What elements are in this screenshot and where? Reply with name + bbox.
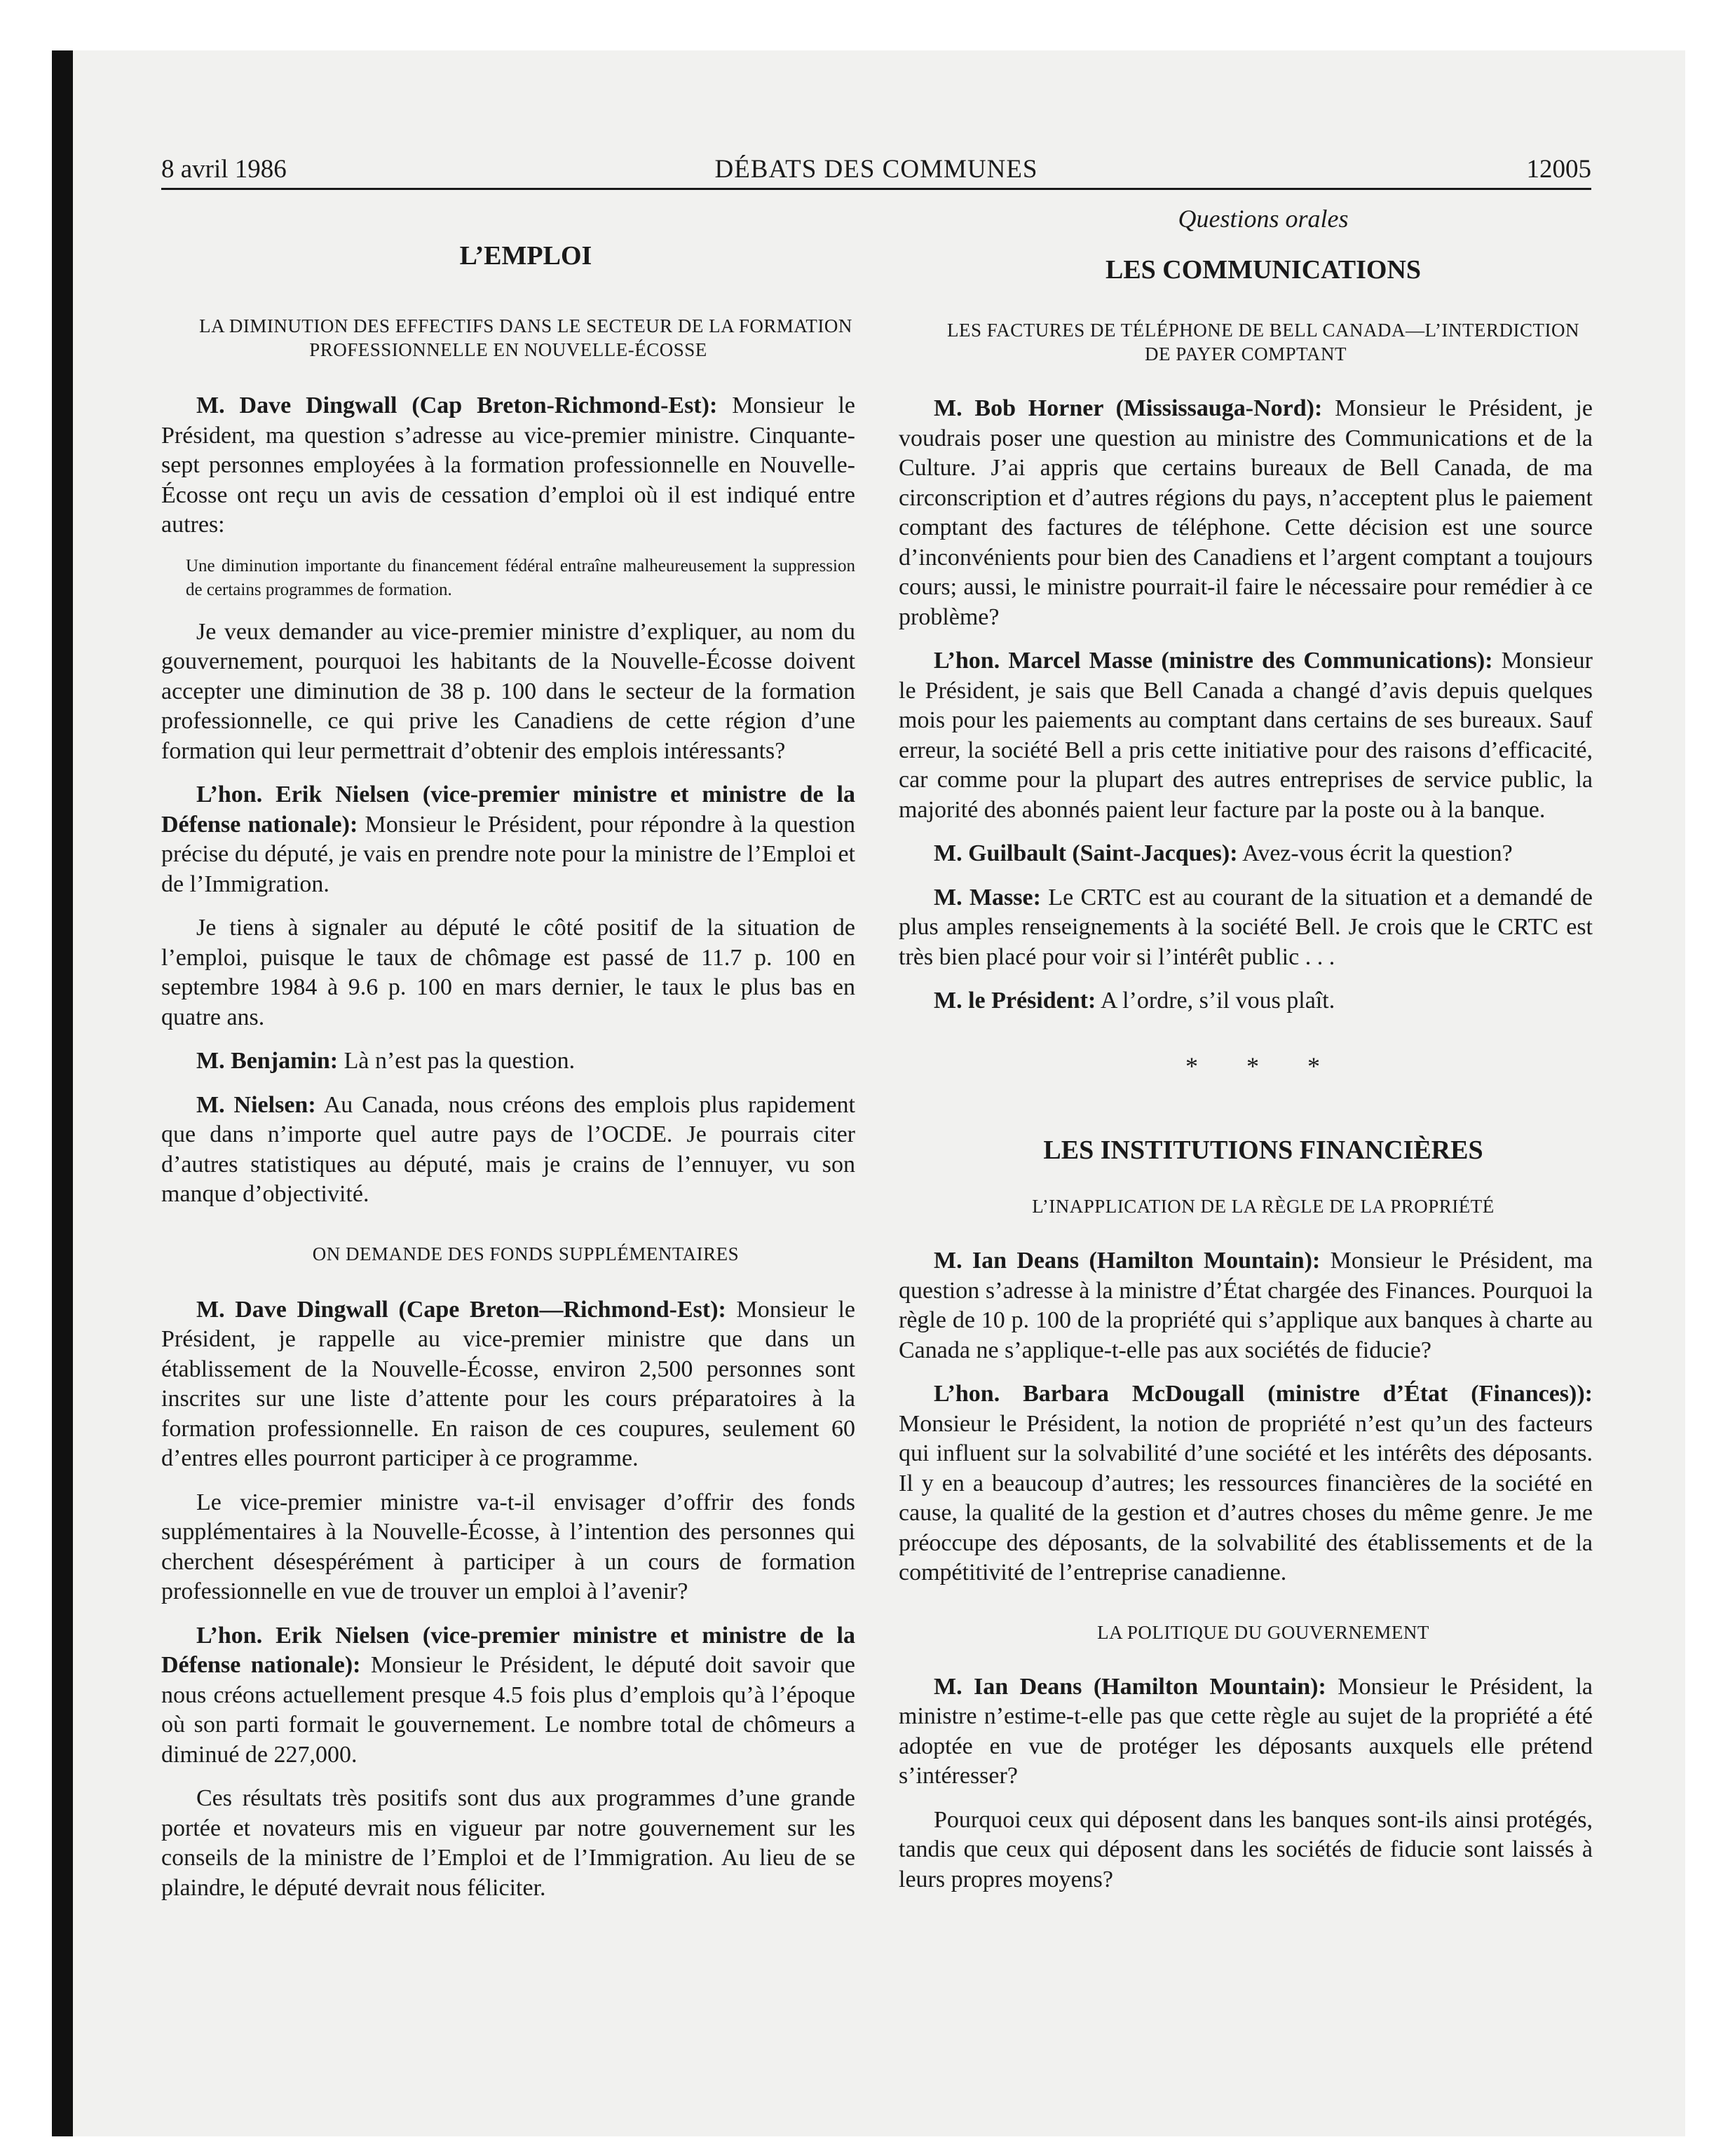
speaker-name: M. Ian Deans (Hamilton Mountain): (934, 1248, 1321, 1274)
paragraph (899, 986, 1593, 1016)
paragraph (161, 1046, 855, 1077)
paragraph: Je tiens à signaler au député le côté positif de la situation de l’emploi, puisque le taux de chômage est passé de 11.7 p. 100 en septembre 1984 à 9.6 p. 100 en mars dernier, le taux le plus bas en quatre ans. (161, 915, 855, 1030)
paragraph (161, 391, 855, 540)
paragraph: Je veux demander au vice-premier ministre d’expliquer, au nom du gouvernement, pourquoi les habitants de la Nouvelle-Écosse doivent accepter une diminution de 38 p. 100 dans le secteur de la formation professionnelle, ce qui prive les Canadiens de cette région d’une formation qui leur permettrait d’obtenir des emplois intéressants? (161, 618, 855, 764)
header-page-number: 12005 (1526, 155, 1591, 184)
paragraph (899, 839, 1593, 869)
paragraph (161, 780, 855, 899)
speech-text: Monsieur le Président, le député doit savoir que nous créons actuellement presque 4.5 fois plus d’emplois qu’à l’époque où son parti formait le gouvernement. Le nombre total de chômeurs a diminué de 227,000. (161, 1652, 855, 1768)
paragraph: Le vice-premier ministre va-t-il envisager d’offrir des fonds supplémentaires à la Nouvelle-Écosse, à l’intention des personnes qui cherchent désespérément à participer à un cours de formation professionnelle en vue de trouver un emploi à l’avenir? (161, 1489, 855, 1604)
speech-text: Monsieur le Président, la notion de propriété n’est qu’un des facteurs qui influent sur la solvabilité d’une société et les intérêts des déposants. Il y en a beaucoup d’autres; les ressources financières de la société en cause, la qualité de la gestion et d’autres choses du même genre. Je me préoccupe des déposants, de la solvabilité des établissements et de la compétitivité de l’entreprise canadienne. (899, 1410, 1593, 1585)
section-title-communications: LES COMMUNICATIONS (1105, 255, 1422, 285)
speaker-name: M. Dave Dingwall (Cape Breton—Richmond-Est): (196, 1296, 726, 1323)
header-rule (161, 188, 1591, 190)
block-quote: Une diminution importante du financement fédéral entraîne malheureusement la suppression de certains programmes de formation. (186, 556, 855, 599)
paragraph (899, 1672, 1593, 1792)
subhead-politique: LA POLITIQUE DU GOUVERNEMENT (1097, 1621, 1429, 1643)
speech-text: Monsieur le Président, je sais que Bell Canada a changé d’avis depuis quelques mois pour les paiements au comptant dans certains de ses bureaux. Sauf erreur, la société Bell a pris cette initiative pour des raisons d’efficacité, car comme pour la plupart des autres entreprises de service public, la majorité des abonnés paient leur facture par la poste ou à la banque. (899, 648, 1593, 823)
speech-text: Monsieur le Président, je voudrais poser une question au ministre des Communications et de la Culture. J’ai appris que certains bureaux de Bell Canada, de ma circonscription et d’autres régions du pays, n’acceptent plus le paiement comptant des factures de téléphone. Cette décision est une source d’inconvénients pour bien des Canadiens et l’argent comptant a toujours cours; aussi, le ministre pourrait-il faire le nécessaire pour remédier à ce problème? (899, 395, 1593, 630)
speech-text: Là n’est pas la question. (338, 1048, 576, 1074)
paragraph (899, 1246, 1593, 1365)
speaker-name: M. Guilbault (Saint-Jacques): (934, 840, 1238, 866)
speaker-name: L’hon. Erik Nielsen (vice-premier ministre et ministre de la Défense nationale): (161, 782, 855, 838)
speaker-name: L’hon. Marcel Masse (ministre des Communications): (934, 648, 1493, 674)
paragraph: Pourquoi ceux qui déposent dans les banques sont-ils ainsi protégés, tandis que ceux qui déposent dans les sociétés de fiducie sont laissés à leurs propres moyens? (899, 1806, 1593, 1892)
speech-text: Monsieur le Président, ma question s’adresse au vice-premier ministre. Cinquante-sept personnes employées à la formation professionnelle en Nouvelle-Écosse ont reçu un avis de cessation d’emploi où il est indiqué entre autres: (161, 393, 855, 538)
speech-text: Monsieur le Président, je rappelle au vice-premier ministre que dans un établissement de la Nouvelle-Écosse, environ 2,500 personnes sont inscrites sur une liste d’attente pour les cours préparatoires à la formation professionnelle. En raison de ces coupures, seulement 60 d’entres elles pourront participer à ce programme. (161, 1296, 855, 1471)
speaker-name: M. Ian Deans (Hamilton Mountain): (934, 1673, 1326, 1700)
speaker-name: M. Benjamin: (196, 1048, 339, 1074)
section-title-emploi: L’EMPLOI (459, 241, 592, 271)
left-column (161, 203, 855, 1917)
right-column (899, 203, 1593, 1909)
paragraph (161, 1295, 855, 1474)
speech-text: Monsieur le Président, la ministre n’estime-t-elle pas que cette règle au sujet de la propriété a été adoptée en vue de protéger les déposants auxquels elle prétend s’intéresser? (899, 1673, 1593, 1789)
running-head: Questions orales (1178, 205, 1349, 233)
paragraph (899, 646, 1593, 825)
paragraph (899, 883, 1593, 973)
paragraph (161, 1091, 855, 1210)
header-title: DÉBATS DES COMMUNES (714, 155, 1038, 184)
paragraph (899, 1379, 1593, 1588)
binding-edge (52, 50, 73, 2136)
section-title-institutions: LES INSTITUTIONS FINANCIÈRES (1043, 1135, 1483, 1165)
page-header (161, 154, 1591, 185)
speech-text: Monsieur le Président, pour répondre à la question précise du député, je vais en prendre note pour la ministre de l’Emploi et de l’Immigration. (161, 811, 856, 897)
speech-text: A l’ordre, s’il vous plaît. (1096, 988, 1335, 1014)
paragraph (899, 394, 1593, 632)
subhead-fonds: ON DEMANDE DES FONDS SUPPLÉMENTAIRES (312, 1243, 740, 1264)
speech-text: Avez-vous écrit la question? (1237, 840, 1513, 866)
paragraph: Ces résultats très positifs sont dus aux programmes d’une grande portée et novateurs mis en vigueur par notre gouvernement sur les conseils de la ministre de l’Emploi et de l’Immigration. Au lieu de se plaindre, le député devrait nous féliciter. (161, 1785, 855, 1901)
speech-text: Monsieur le Président, ma question s’adresse à la ministre d’État chargée des Finances. Pourquoi la règle de 10 p. 100 de la propriété qui s’applique aux banques à charte au Canada ne s’applique-t-elle pas aux sociétés de fiducie? (899, 1248, 1593, 1363)
speaker-name: L’hon. Erik Nielsen (vice-premier ministre et ministre de la Défense nationale): (161, 1622, 855, 1678)
speech-text: Le CRTC est au courant de la situation et a demandé de plus amples renseignements à la société Bell. Je crois que le CRTC est très bien placé pour voir si l’intérêt public . . . (899, 884, 1593, 970)
subhead-inapplication: L’INAPPLICATION DE LA RÈGLE DE LA PROPRIÉTÉ (1032, 1196, 1495, 1217)
speaker-name: M. Nielsen: (196, 1091, 316, 1118)
speaker-name: M. le Président: (934, 988, 1096, 1014)
subhead-diminution: LA DIMINUTION DES EFFECTIFS DANS LE SECTEUR DE LA FORMATION PROFESSIONNELLE EN NOUVELLE-ÉCOSSE (199, 315, 852, 360)
paragraph (161, 1621, 855, 1770)
speaker-name: M. Masse: (934, 884, 1041, 910)
speaker-name: M. Dave Dingwall (Cap Breton-Richmond-Est): (196, 393, 718, 418)
section-separator-stars: * * * (1185, 1051, 1341, 1080)
header-date: 8 avril 1986 (161, 155, 287, 184)
subhead-bell: LES FACTURES DE TÉLÉPHONE DE BELL CANADA—L’INTERDICTION DE PAYER COMPTANT (947, 320, 1579, 364)
speaker-name: M. Bob Horner (Mississauga-Nord): (934, 395, 1323, 421)
speech-text: Au Canada, nous créons des emplois plus rapidement que dans n’importe quel autre pays de l’OCDE. Je pourrais citer d’autres statistiques au député, mais je crains de l’ennuyer, vu son manque d’objectivité. (161, 1091, 855, 1207)
speaker-name: L’hon. Barbara McDougall (ministre d’État (Finances)): (934, 1381, 1593, 1407)
